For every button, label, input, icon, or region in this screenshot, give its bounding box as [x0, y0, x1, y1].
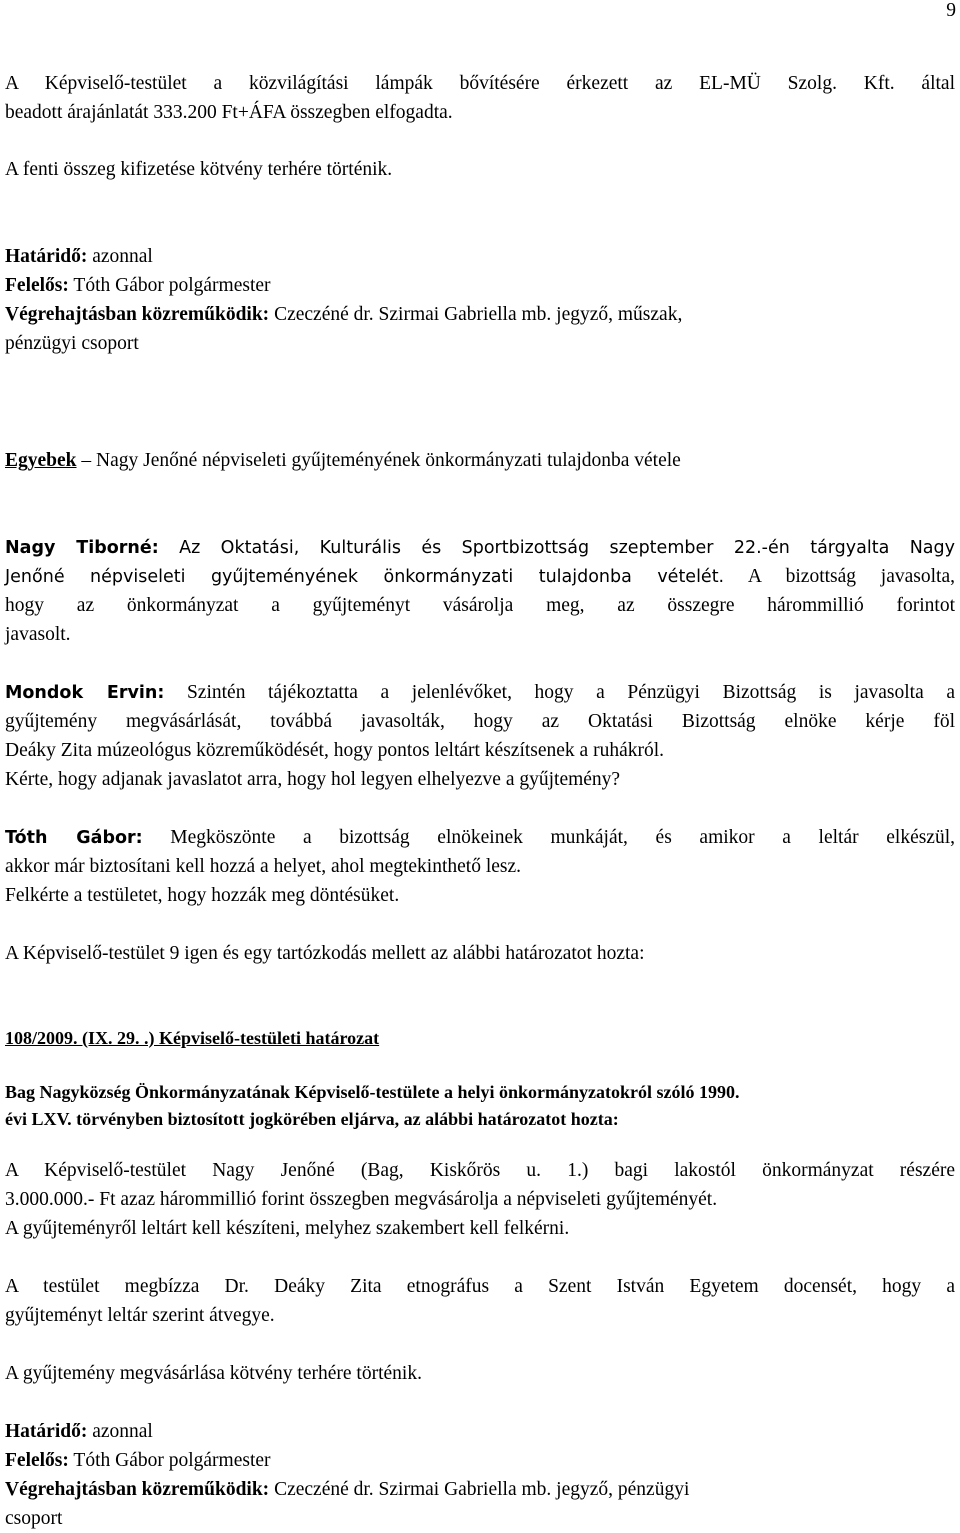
resolution-text: A Képviselő-testület Nagy Jenőné (Bag, Kiskőrös u. 1.) bagi lakostól önkormányzat részére: [5, 1160, 955, 1181]
resolution-title: 108/2009. (IX. 29. .) Képviselő-testületi határozat: [5, 1028, 380, 1048]
speech-line: akkor már biztosítani kell hozzá a helyet, ahol megtekinthető lesz.: [5, 856, 522, 877]
resolution-text: A gyűjtemény megvásárlása kötvény terhére történik.: [5, 1363, 422, 1384]
topic-label: Egyebek: [5, 450, 77, 471]
speech-line: Jenőné népviseleti gyűjteményének önkormányzati tulajdonba vételét. A bizottság javasolta,: [5, 566, 955, 587]
deadline-value: azonnal: [87, 246, 153, 267]
speaker-name: Mondok Ervin:: [5, 683, 165, 703]
speech-line: Kérte, hogy adjanak javaslatot arra, hogy hol legyen elhelyezve a gyűjtemény?: [5, 769, 621, 790]
resolution-text: gyűjteményt leltár szerint átvegye.: [5, 1305, 275, 1326]
executor-value: Czeczéné dr. Szirmai Gabriella mb. jegyző, pénzügyi: [269, 1479, 690, 1500]
responsible-line: [5, 1448, 271, 1474]
resolution-text: 3.000.000.- Ft azaz hárommillió forint összegben megvásárolja a népviseleti gyűjteményét.: [5, 1189, 718, 1210]
speech-line: javasolt.: [5, 624, 71, 645]
responsible-label: Felelős:: [5, 275, 69, 296]
responsible-value: Tóth Gábor polgármester: [68, 275, 271, 296]
deadline-value: azonnal: [87, 1421, 153, 1442]
deadline-line: [5, 244, 153, 270]
speech-line: Mondok Ervin: Szintén tájékoztatta a jelenlévőket, hogy a Pénzügyi Bizottság is javasolta a: [5, 682, 956, 703]
resolution-text: A gyűjteményről leltárt kell készíteni, melyhez szakembert kell felkérni.: [5, 1218, 570, 1239]
resolution-preamble: évi LXV. törvényben biztosított jogkörében eljárva, az alábbi határozatot hozta:: [5, 1109, 619, 1129]
executor-line: [5, 302, 682, 328]
speech-line: hogy az önkormányzat a gyűjteményt vásárolja meg, az összegre hárommillió forintot: [5, 595, 955, 616]
executor-line-cont: pénzügyi csoport: [5, 333, 139, 354]
resolution-preamble: Bag Nagyközség Önkormányzatának Képviselő-testülete a helyi önkormányzatokról szóló 1990.: [5, 1082, 740, 1102]
paragraph-line: A fenti összeg kifizetése kötvény terhére történik.: [5, 159, 393, 180]
resolution-text: A testület megbízza Dr. Deáky Zita etnográfus a Szent István Egyetem docensét, hogy a: [5, 1276, 955, 1297]
responsible-line: [5, 273, 271, 299]
page-number: 9: [946, 0, 956, 21]
paragraph-line: A Képviselő-testület a közvilágítási lámpák bővítésére érkezett az EL-MÜ Szolg. Kft. által: [5, 73, 955, 94]
deadline-line: [5, 1419, 153, 1445]
responsible-label: Felelős:: [5, 1450, 69, 1471]
speech-line: Deáky Zita múzeológus közreműködését, hogy pontos leltárt készítsenek a ruhákról.: [5, 740, 665, 761]
topic-heading: [5, 448, 681, 474]
executor-label: Végrehajtásban közreműködik:: [5, 304, 270, 325]
executor-line-cont: csoport: [5, 1508, 63, 1529]
deadline-label: Határidő:: [5, 246, 88, 267]
executor-value: Czeczéné dr. Szirmai Gabriella mb. jegyző, műszak,: [269, 304, 683, 325]
speech-line: Nagy Tiborné: Az Oktatási, Kulturális és Sportbizottság szeptember 22.-én tárgyalta Nagy: [5, 538, 955, 558]
executor-line: [5, 1477, 689, 1503]
speech-line: gyűjtemény megvásárlását, továbbá javasolták, hogy az Oktatási Bizottság elnöke kérje föl: [5, 711, 955, 732]
deadline-label: Határidő:: [5, 1421, 88, 1442]
responsible-value: Tóth Gábor polgármester: [68, 1450, 271, 1471]
speech-line: Felkérte a testületet, hogy hozzák meg döntésüket.: [5, 885, 400, 906]
executor-label: Végrehajtásban közreműködik:: [5, 1479, 270, 1500]
paragraph-line: beadott árajánlatát 333.200 Ft+ÁFA összegben elfogadta.: [5, 102, 453, 123]
speaker-name: Nagy Tiborné:: [5, 538, 159, 558]
speaker-name: Tóth Gábor:: [5, 828, 143, 848]
vote-result: A Képviselő-testület 9 igen és egy tartózkodás mellett az alábbi határozatot hozta:: [5, 943, 645, 964]
topic-text: – Nagy Jenőné népviseleti gyűjteményének önkormányzati tulajdonba vétele: [76, 450, 681, 471]
speech-line: Tóth Gábor: Megköszönte a bizottság elnökeinek munkáját, és amikor a leltár elkészül,: [5, 827, 956, 848]
